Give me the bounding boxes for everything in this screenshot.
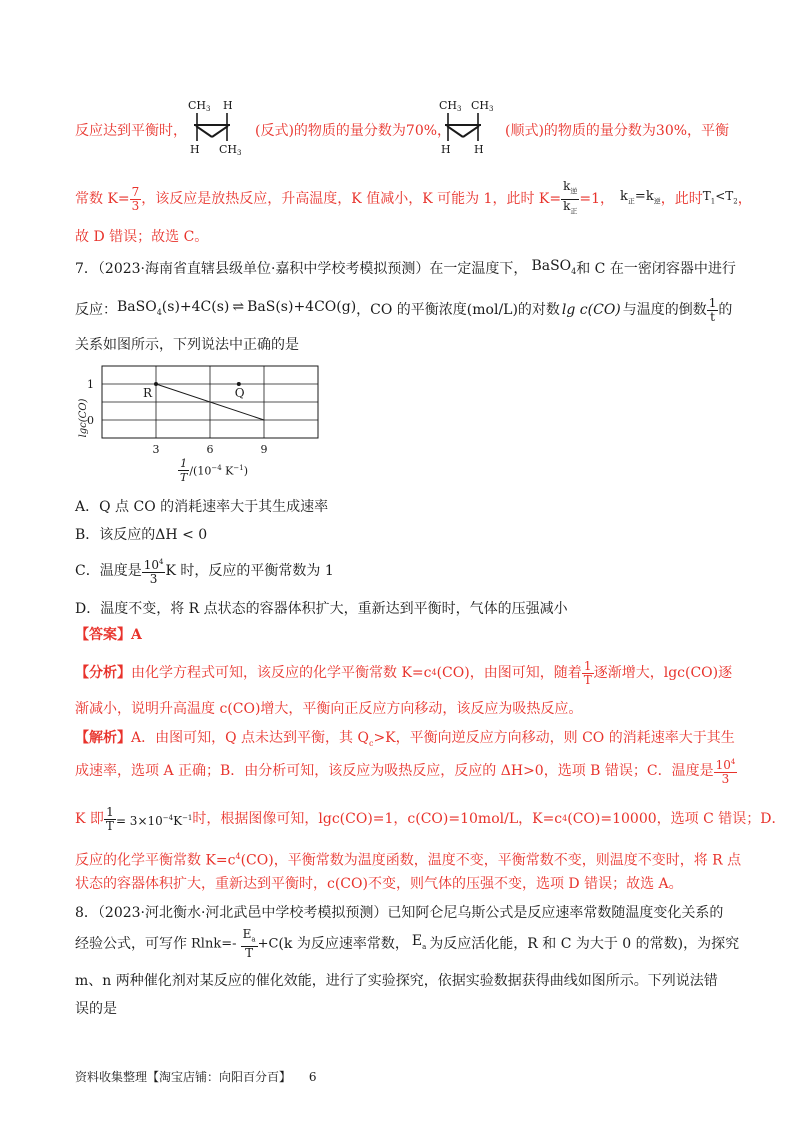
ea-symbol: $E_a$: [411, 933, 427, 951]
solution-sup-4: 4: [235, 852, 241, 861]
solution-text-2a: 成速率，选项 A 正确；B．由分析可知，该反应为吸热反应，反应的 ΔH>0，选项 B 错误；C．温度是: [75, 763, 714, 779]
analysis-fraction: $\frac{1}{T}$: [583, 658, 592, 687]
q8-line-2a: 经验公式，可写作: [75, 936, 187, 952]
solution-text-3e: (CO)=10000，选项 C 错误；D．: [567, 811, 786, 827]
option-c-text-2: K 时，反应的平衡常数为 1: [165, 563, 334, 579]
chart-x-tick: 6: [206, 443, 214, 456]
solution-value-expr: = $3\times 10^{-4}K^{-1}$: [115, 813, 193, 828]
baso4-formula: BaSO$_4$: [531, 258, 577, 276]
solution-label: 【解析】: [75, 730, 131, 746]
q8-line-1: 8．（2023·河北衡水·河北武邑中学校考模拟预测）已知阿仑尼乌斯公式是反应速率常数随温度变化关系的: [75, 905, 724, 921]
prev-text-2g: ，: [737, 191, 752, 207]
q7-stem-2a: 反应：: [75, 302, 117, 318]
q8-line-2b: (k 为反应速率常数，: [278, 936, 409, 952]
q7-stem-2b: ，CO 的平衡浓度(mol/L)的对数: [356, 302, 560, 318]
answer-label: 【答案】A: [75, 627, 142, 643]
prev-text-3: 故 D 错误；故选 C。: [75, 229, 209, 245]
chart-x-tick: 9: [260, 443, 268, 456]
chart-point-label-Q: Q: [234, 386, 245, 400]
option-c-text: C．温度是: [75, 563, 142, 579]
arrhenius-formula: Rlnk=- $\frac{E_a}{T}$ +C: [191, 926, 279, 961]
lgc-expr: lg c(CO): [561, 302, 621, 318]
inverse-temp-fraction: $\frac{1}{t}$: [708, 295, 717, 324]
cis-cyclopropane-structure: [437, 96, 499, 156]
prev-text-2e: ，此时: [660, 191, 703, 207]
solution-text-3a: K 即: [75, 811, 104, 827]
k-ratio-fraction: $\frac{k_逆}{k_正}$: [563, 179, 578, 215]
solution-text-4a: 反应的化学平衡常数 K=c: [75, 852, 236, 869]
prev-text-1b: (反式)的物质的量分数为70%，: [255, 123, 452, 139]
analysis-label: 【分析】: [75, 665, 131, 681]
chart-point-R: [154, 382, 158, 386]
mol-cis-tl: CH3: [439, 99, 462, 113]
option-b-formula: ΔH < 0: [155, 527, 208, 543]
solution-text-5: 状态的容器体积扩大，重新达到平衡时，c(CO)不变，则气体的压强不变，选项 D 错误；故选 A。: [75, 876, 683, 892]
chart-x-tick: 3: [152, 443, 160, 456]
k-equal-expr: $k_正=k_逆$: [620, 188, 661, 206]
analysis-text-2: 渐减小，说明升高温度 c(CO)增大，平衡向正反应方向移动，该反应为吸热反应。: [75, 701, 583, 717]
solution-text-1b: >K，平衡向逆反应方向移动，则 CO 的消耗速率大于其生: [373, 730, 735, 746]
chart-point-label-R: R: [143, 386, 153, 400]
q8-line-3: m、n 两种催化剂对某反应的催化效能，进行了实验探究，依据实验数据获得曲线如图所示。下列说法错: [75, 973, 718, 989]
footer-source: 资料收集整理【淘宝店铺：向阳百分百】: [75, 1070, 292, 1084]
solution-sup-3: 4: [562, 814, 568, 823]
mol-cis-bl: H: [441, 143, 451, 156]
q7-stem-1a: 7．（2023·海南省直辖县级单位·嘉积中学校考模拟预测）在一定温度下，: [75, 261, 528, 277]
q7-stem-2c: 与温度的倒数: [622, 302, 707, 318]
mol-trans-tr: H: [223, 99, 233, 112]
chart-y-tick: 0: [87, 414, 94, 427]
q8-line-4: 误的是: [75, 1001, 117, 1017]
option-b-text: B．该反应的: [75, 527, 156, 543]
solution-fraction-1: $\frac{10^4}{3}$: [715, 758, 736, 786]
q7-stem-1c: 和 C 在一密闭容器中进行: [576, 261, 736, 277]
solution-text-4b: (CO)，平衡常数为温度函数，温度不变，平衡常数不变，则温度不变时，将 R 点: [240, 852, 742, 869]
mol-trans-bl: H: [190, 143, 200, 156]
q7-stem-2d: 的: [718, 302, 733, 318]
k-fraction: $\frac{7}{3}$: [131, 184, 140, 213]
option-d: D．温度不变，将 R 点状态的容器体积扩大，重新达到平衡时，气体的压强减小: [75, 601, 568, 617]
analysis-sup: 4: [431, 668, 437, 677]
analysis-text-1c: 逐渐增大，lgc(CO)逐: [593, 665, 733, 681]
mol-trans-br: CH3: [219, 143, 242, 156]
chart-ylabel: lgc(CO): [78, 398, 89, 438]
solution-fraction-2: $\frac{1}{T}$: [105, 804, 114, 833]
option-c-fraction: $\frac{10^4}{3}$: [143, 558, 164, 586]
q8-line-2c: 为反应活化能，R 和 C 为大于 0 的常数)，为探究: [429, 936, 740, 952]
trans-cyclopropane-structure: [186, 96, 248, 156]
t-compare-expr: $T_1<T_2$: [702, 189, 738, 206]
prev-text-1a: 反应达到平衡时，: [75, 123, 187, 139]
analysis-text-1b: (CO)，由图可知，随着: [436, 665, 582, 681]
mol-cis-tr: CH3: [471, 99, 494, 113]
option-a: A．Q 点 CO 的消耗速率大于其生成速率: [75, 499, 329, 515]
solution-text-1a: A．由图可知，Q 点未达到平衡，其 Q: [131, 730, 369, 746]
solution-sub: c: [368, 738, 374, 748]
solution-text-3d: 时，根据图像可知，lgc(CO)=1，c(CO)=10mol/L，K=c: [192, 811, 563, 827]
reaction-equation: BaSO$_4$(s)+4C(s) ⇌ BaS(s)+4CO(g): [117, 299, 357, 317]
prev-text-2c: =1，: [579, 191, 615, 207]
mol-cis-br: H: [474, 143, 484, 156]
mol-trans-tl: CH3: [188, 99, 211, 113]
analysis-text-1a: 由化学方程式可知，该反应的化学平衡常数 K=c: [131, 665, 432, 681]
prev-text-2a: 常数 K=: [75, 191, 130, 207]
chart-y-tick: 1: [87, 378, 94, 391]
q7-stem-3: 关系如图所示，下列说法中正确的是: [75, 337, 299, 353]
prev-text-2b: ，该反应是放热反应，升高温度，K 值减小，K 可能为 1，此时 K=: [141, 191, 562, 207]
prev-text-1c: (顺式)的物质的量分数为30%，平衡: [505, 123, 730, 139]
chart-xlabel: $\frac{1}{T}$ $/(10^{-4}$ $K^{-1}$): [180, 457, 249, 484]
page-number: 6: [308, 1070, 317, 1084]
